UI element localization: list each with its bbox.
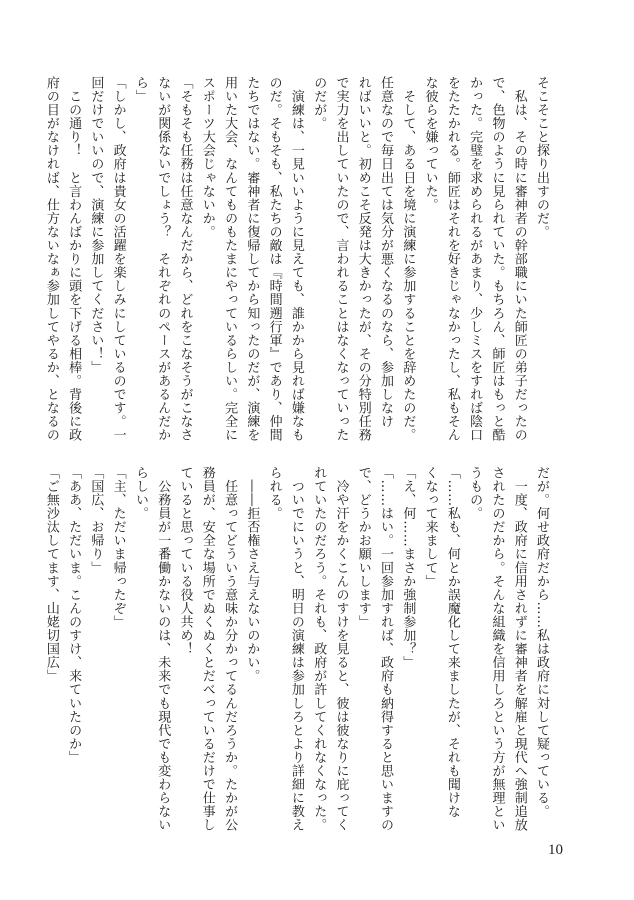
text-column: ればいいと。初めこそ反発は大きかったが、その分特別任務 (355, 76, 371, 442)
text-column: 「ご無沙汰してます、山姥切国広」 (43, 466, 59, 683)
text-column: 公務員が一番働かないのは、未来でも現代でも変わらない (155, 466, 171, 832)
text-column: をたたかれる。師匠はそれを好きじゃなかったし、私もそん (444, 76, 460, 442)
text-column: らしい。 (132, 466, 148, 521)
text-column: のだ。そもそも、私たちの敵は『時間遡行軍』であり、仲間 (266, 76, 282, 442)
text-column: 任意ってどういう意味か分かってるんだろうか。たかが公 (222, 466, 238, 832)
text-column: そして、ある日を境に演練に参加することを辞めたのだ。 (400, 76, 416, 442)
text-column: 「……私も、何とか誤魔化して来ましたが、それも聞けな (444, 466, 460, 819)
text-column: れていたのだろう。それも、政府が許してくれなくなった。 (311, 466, 327, 832)
text-column: されたのだから。そんな組織を信用しろという方が無理とい (489, 466, 505, 832)
text-column: で、色物のように見られていた。もちろん、師匠はもっと酷 (489, 76, 505, 442)
text-column: 「ああ、ただいま。こんのすけ、来ていたのか」 (66, 466, 82, 765)
text-column: ないが関係ないでしょう？ それぞれのペースがあるんだか (155, 76, 171, 442)
text-column: 任意なので毎日出ては気分が悪くなるのなら、参加しなけ (378, 76, 394, 429)
text-column: 務員が、安全な場所でぬくぬくとだべっているだけで仕事し (199, 466, 215, 832)
text-column: な彼らを嫌っていた。 (422, 76, 438, 212)
text-column: ついでにいうと、明日の演練は参加しろとより詳細に教え (288, 466, 304, 832)
text-column: 「しかし、政府は貴女の活躍を楽しみにしているのです。一 (110, 76, 126, 442)
text-column: スポーツ大会じゃないか。 (199, 76, 215, 239)
text-column: 回だけでいいので、演練に参加してください！」 (88, 76, 104, 375)
text-column: られる。 (266, 466, 282, 521)
text-column: この通り！ と言わんばかりに頭を下げる相棒。背後に政 (66, 76, 82, 442)
text-column: 「え、何……まさか強制参加？」 (400, 466, 416, 670)
text-column: ――拒否権さえ与えないのかい。 (244, 466, 260, 683)
text-column: 「そもそも任務は任意なんだから、どれをこなそうがこなさ (177, 76, 193, 442)
text-column: 「国広、お帰り」 (88, 466, 104, 575)
text-column: そこそこと探り出すのだ。 (534, 76, 549, 239)
top-text-block (43, 76, 549, 442)
text-column: のだが。 (311, 76, 327, 131)
text-column: うもの。 (467, 466, 483, 521)
text-column: だが。何せ政府だから……私は政府に対して疑っている。 (534, 466, 549, 819)
text-column: 一度、政府に信用されずに審神者を解雇と現代へ強制追放 (511, 466, 527, 832)
page-number: 10 (548, 842, 563, 858)
text-column: で実力を出していたので、言われることはなくなっていった (333, 76, 349, 442)
text-column: ら」 (132, 76, 148, 104)
text-column: 用いた大会、なんてものもたまにやっているらしい。完全に (222, 76, 238, 442)
text-column: 私は、その時に審神者の幹部職にいた師匠の弟子だったの (511, 76, 527, 442)
text-column: 府の目がなければ、仕方ないなぁ参加してやるか、となるの (43, 76, 59, 442)
text-column: 「……はい。一回参加すれば、政府も納得すると思いますの (378, 466, 394, 832)
text-column: 冷や汗をかくこんのすけを見ると、彼は彼なりに庇ってく (333, 466, 349, 832)
text-column: くなって来まして」 (422, 466, 438, 588)
text-column: たちではない。審神者に復帰してから知ったのだが、演練を (244, 76, 260, 442)
text-column: 「主、ただいま帰ったぞ」 (110, 466, 126, 629)
text-column: かった。完璧を求められるがあまり、少しミスをすれば陰口 (467, 76, 483, 442)
text-column: ていると思っている役人共め！ (177, 466, 193, 656)
text-column: で、どうかお願いします」 (355, 466, 371, 629)
text-column: 演練は、一見いいように見えても、誰かから見れば嫌なも (288, 76, 304, 442)
bottom-text-block (43, 466, 549, 832)
